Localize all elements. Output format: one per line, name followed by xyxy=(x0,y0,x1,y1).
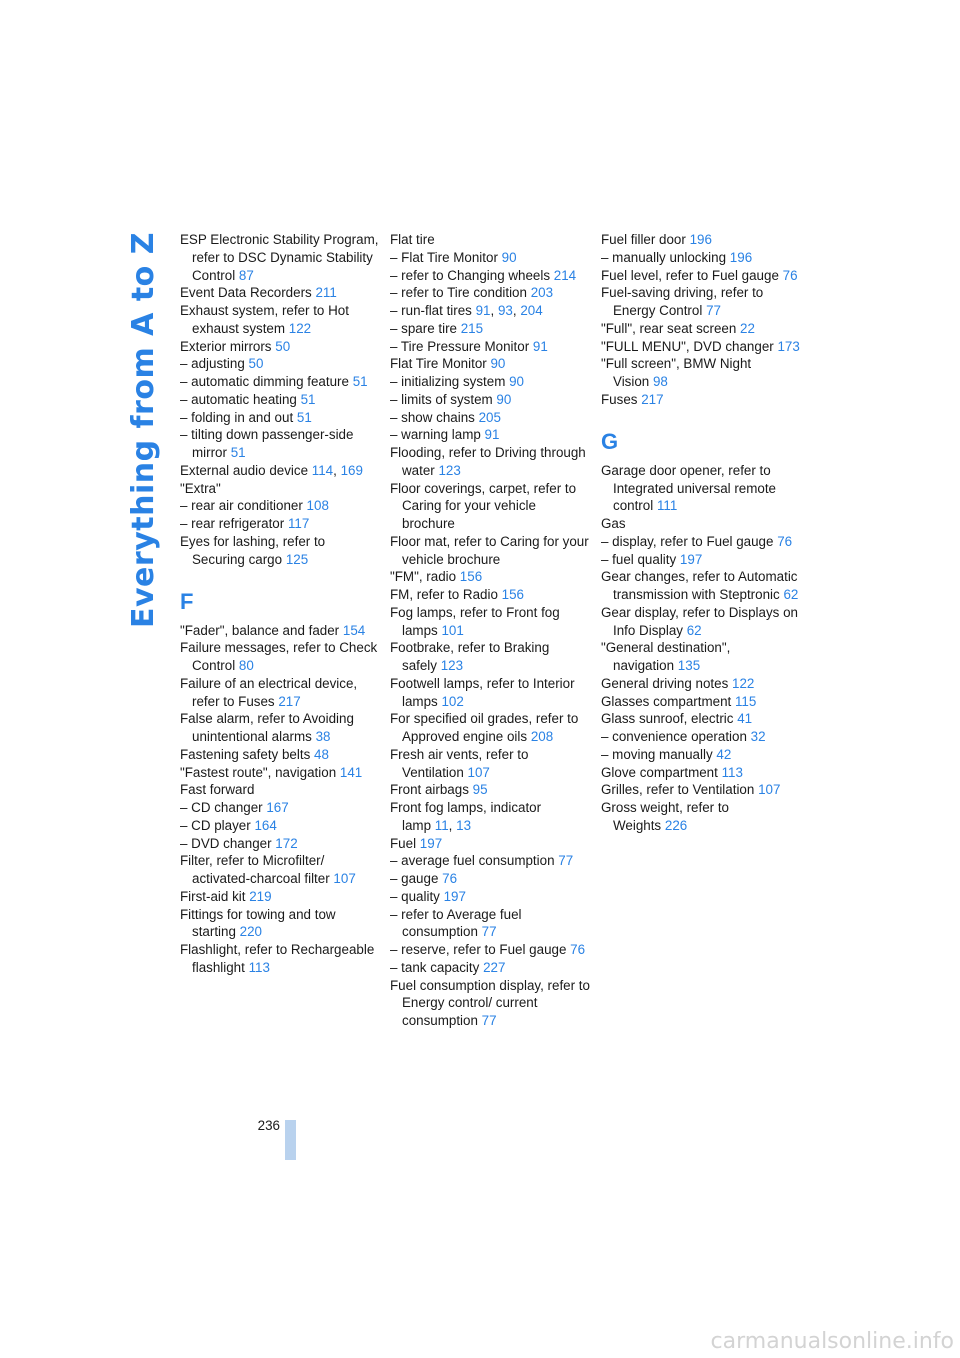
index-entry xyxy=(601,462,801,515)
page-reference-link[interactable]: 113 xyxy=(721,764,743,780)
index-term: – refer to Average fuel consumption xyxy=(390,906,522,940)
index-entry xyxy=(180,338,380,356)
page-reference-link[interactable]: 123 xyxy=(438,462,461,478)
index-term: – CD changer xyxy=(180,800,263,815)
index-entry xyxy=(180,373,380,391)
side-title: Everything from A to Z xyxy=(126,232,161,628)
page-reference-link[interactable]: 215 xyxy=(460,320,484,336)
page-reference-link[interactable]: 114 xyxy=(311,462,334,478)
index-term: – tank capacity xyxy=(390,959,480,975)
page-reference-link[interactable]: 13 xyxy=(456,817,472,833)
index-entry xyxy=(390,391,590,409)
index-entry xyxy=(601,515,801,533)
index-term: "FULL MENU", DVD changer xyxy=(601,338,774,354)
index-term: – initializing system xyxy=(390,374,506,389)
index-entry xyxy=(390,426,590,444)
index-term: Flat tire xyxy=(390,232,435,247)
page-reference-link[interactable]: 117 xyxy=(287,516,310,531)
index-entry xyxy=(180,639,380,675)
index-term: Fog lamps, refer to Front fog lamps xyxy=(390,604,560,638)
index-entry xyxy=(601,639,801,675)
index-entry xyxy=(390,409,590,427)
index-entry xyxy=(390,977,590,1030)
index-term: – moving manually xyxy=(601,746,713,762)
index-term: – tilting down passenger-side mirror xyxy=(180,427,354,460)
index-term: Filter, refer to Microfilter/ activated-charcoal filter xyxy=(180,853,330,886)
index-entry xyxy=(180,231,380,284)
index-term: Glass sunroof, electric xyxy=(601,711,734,727)
page-reference-link[interactable]: 93 xyxy=(497,303,513,318)
page-reference-link[interactable]: 38 xyxy=(315,729,331,744)
index-term: Eyes for lashing, refer to Securing cargo xyxy=(180,533,326,567)
index-entry xyxy=(180,622,380,640)
index-entry xyxy=(390,906,590,942)
index-term: Flashlight, refer to Rechargeable flashlight xyxy=(180,942,375,975)
page-reference-link[interactable]: 220 xyxy=(239,924,262,940)
index-letter-heading: F xyxy=(180,589,194,614)
page-reference-link[interactable]: 50 xyxy=(275,338,291,354)
index-term: – rear air conditioner xyxy=(180,498,303,514)
page-reference-link[interactable]: 196 xyxy=(729,249,753,265)
page-reference-link[interactable]: 48 xyxy=(314,746,329,762)
index-term: – refer to Changing wheels xyxy=(390,267,551,283)
index-term: Grilles, refer to Ventilation xyxy=(601,782,755,798)
index-entry xyxy=(390,231,590,249)
index-column-2 xyxy=(390,231,590,1030)
index-term: "FM", radio xyxy=(390,569,457,585)
page-reference-link[interactable]: 107 xyxy=(333,871,356,886)
index-term: – rear refrigerator xyxy=(180,516,285,531)
index-entry xyxy=(601,284,801,320)
index-entry xyxy=(390,373,590,391)
index-entry xyxy=(601,320,801,338)
index-entry xyxy=(390,852,590,870)
index-term: – reserve, refer to Fuel gauge xyxy=(390,942,567,957)
index-term: Floor coverings, carpet, refer to Caring for your vehicle brochure xyxy=(390,480,577,531)
index-term: – DVD changer xyxy=(180,835,272,851)
page-reference-link[interactable]: 22 xyxy=(740,320,755,336)
index-term: "Extra" xyxy=(180,480,221,496)
page-reference-link[interactable]: 156 xyxy=(501,587,524,602)
index-entry xyxy=(180,515,380,533)
index-term: – limits of system xyxy=(390,391,493,407)
index-entry: – run-flat tires 91, 93, 204 xyxy=(390,303,543,318)
index-entry xyxy=(601,391,801,409)
index-entry xyxy=(601,764,801,782)
index-entry xyxy=(180,426,380,462)
index-term: Failure messages, refer to Check Control xyxy=(180,640,378,673)
index-entry xyxy=(180,888,380,906)
index-entry xyxy=(390,586,590,604)
index-entry xyxy=(180,799,380,817)
index-term: Footbrake, refer to Braking safely xyxy=(390,640,550,673)
page-reference-link[interactable]: 214 xyxy=(553,267,577,283)
index-term: "Fader", balance and fader xyxy=(180,622,340,638)
index-term: – gauge xyxy=(390,871,439,886)
index-entry xyxy=(390,267,590,285)
page-reference-link[interactable]: 91 xyxy=(475,303,491,318)
index-entry xyxy=(180,746,380,764)
index-term: "Full", rear seat screen xyxy=(601,320,737,336)
page-reference-link[interactable]: 173 xyxy=(777,338,800,354)
index-term: – Flat Tire Monitor xyxy=(390,249,498,265)
index-term: Exterior mirrors xyxy=(180,338,272,354)
index-entry xyxy=(180,497,380,515)
index-entry xyxy=(601,338,801,356)
index-term: – run-flat tires xyxy=(390,303,472,318)
page-reference-link[interactable]: 62 xyxy=(783,587,799,602)
page-reference-link[interactable]: 208 xyxy=(530,729,554,744)
page-reference-link[interactable]: 91 xyxy=(532,338,548,354)
page-reference-link[interactable]: 154 xyxy=(342,622,366,638)
page-reference-link[interactable]: 113 xyxy=(248,959,270,975)
index-entry xyxy=(390,338,590,356)
index-entry xyxy=(390,888,590,906)
index-entry xyxy=(601,799,801,835)
index-term: General driving notes xyxy=(601,675,729,691)
page-reference-link[interactable]: 167 xyxy=(266,800,289,815)
page-reference-link[interactable]: 204 xyxy=(520,303,543,318)
index-term: Fresh air vents, refer to Ventilation xyxy=(390,746,529,780)
index-term: FM, refer to Radio xyxy=(390,587,498,602)
index-entry xyxy=(180,480,380,498)
page-reference-link[interactable]: 11 xyxy=(434,817,449,833)
index-entry xyxy=(180,533,380,569)
page-reference-link[interactable]: 141 xyxy=(339,764,363,780)
index-term: Flat Tire Monitor xyxy=(390,356,487,372)
page-reference-link[interactable]: 197 xyxy=(419,835,443,851)
index-entry xyxy=(601,675,801,693)
page-reference-link[interactable]: 51 xyxy=(300,391,316,407)
index-term: – warning lamp xyxy=(390,427,481,443)
page-reference-link[interactable]: 172 xyxy=(275,835,298,851)
index-entry xyxy=(601,355,801,391)
page-reference-link[interactable]: 32 xyxy=(750,729,766,744)
index-entry xyxy=(601,746,801,764)
index-entry xyxy=(390,355,590,373)
index-entry xyxy=(390,710,590,746)
index-term: False alarm, refer to Avoiding unintentional alarms xyxy=(180,711,354,744)
page-reference-link[interactable]: 51 xyxy=(230,445,246,460)
index-entry xyxy=(180,710,380,746)
index-entry xyxy=(390,639,590,675)
page-reference-link[interactable]: 227 xyxy=(483,959,506,975)
index-entry xyxy=(390,675,590,711)
page-reference-link[interactable]: 217 xyxy=(278,693,301,709)
page-reference-link[interactable]: 108 xyxy=(306,498,329,514)
page-reference-link[interactable]: 122 xyxy=(732,675,755,691)
index-term: Fuel consumption display, refer to Energy control/ current consumption xyxy=(390,977,590,1028)
index-entry xyxy=(180,302,380,338)
index-entry xyxy=(180,409,380,427)
index-term: Exhaust system, refer to Hot exhaust system xyxy=(180,303,349,336)
index-term: First-aid kit xyxy=(180,888,246,904)
index-term: "General destination", navigation xyxy=(601,640,731,673)
page-reference-link[interactable]: 196 xyxy=(689,232,712,247)
index-term: – folding in and out xyxy=(180,409,294,425)
page-reference-link[interactable]: 95 xyxy=(472,782,488,798)
index-term: ESP Electronic Stability Program, refer to DSC Dynamic Stability Control xyxy=(180,232,379,283)
index-term: Fuel xyxy=(390,835,417,851)
page-reference-link[interactable]: 107 xyxy=(758,782,781,798)
index-entry xyxy=(180,852,380,888)
index-letter-heading: G xyxy=(601,429,619,455)
index-term: Front fog lamps, indicator lamp xyxy=(390,800,542,833)
index-term: Gross weight, refer to Weights xyxy=(601,800,730,833)
index-entry xyxy=(390,781,590,799)
index-term: Footwell lamps, refer to Interior lamps xyxy=(390,675,575,709)
index-entry: External audio device 114, 169 xyxy=(180,462,363,478)
index-entry xyxy=(601,551,801,569)
page-reference-link[interactable]: 98 xyxy=(652,374,668,389)
index-entry xyxy=(601,604,801,640)
page-reference-link[interactable]: 205 xyxy=(478,409,501,425)
index-term: – quality xyxy=(390,888,440,904)
index-entry xyxy=(601,710,801,728)
page-reference-link[interactable]: 77 xyxy=(481,924,497,940)
index-term: External audio device xyxy=(180,462,309,478)
page-reference-link[interactable]: 135 xyxy=(677,658,701,673)
index-entry xyxy=(180,817,380,835)
index-term: – automatic heating xyxy=(180,391,297,407)
page-reference-link[interactable]: 91 xyxy=(484,427,500,443)
index-entry xyxy=(180,675,380,711)
index-term: Front airbags xyxy=(390,782,469,798)
index-term: – Tire Pressure Monitor xyxy=(390,338,530,354)
page-reference-link[interactable]: 77 xyxy=(706,303,721,318)
page-reference-link[interactable]: 197 xyxy=(679,551,703,567)
page-reference-link[interactable]: 219 xyxy=(249,888,272,904)
page-reference-link[interactable]: 197 xyxy=(443,888,466,904)
page-reference-link[interactable]: 169 xyxy=(340,462,363,478)
index-entry xyxy=(601,267,801,285)
index-term: Gear changes, refer to Automatic transmission with Steptronic xyxy=(601,569,798,602)
index-entry xyxy=(180,391,380,409)
index-term: Fittings for towing and tow starting xyxy=(180,906,336,940)
index-term: – convenience operation xyxy=(601,729,747,744)
index-term: – adjusting xyxy=(180,356,245,372)
page-reference-link[interactable]: 90 xyxy=(496,391,512,407)
index-entry xyxy=(180,941,380,977)
index-entry xyxy=(390,533,590,569)
page-reference-link[interactable]: 156 xyxy=(459,569,483,585)
index-entry xyxy=(390,284,590,302)
page-reference-link[interactable]: 211 xyxy=(315,285,337,301)
index-term: Fast forward xyxy=(180,782,255,798)
index-term: – CD player xyxy=(180,817,251,833)
index-term: Fuel level, refer to Fuel gauge xyxy=(601,267,779,283)
index-term: Glove compartment xyxy=(601,764,718,780)
page-reference-link[interactable]: 77 xyxy=(558,853,574,869)
index-entry xyxy=(390,870,590,888)
page-reference-link[interactable]: 102 xyxy=(441,693,464,709)
index-entry xyxy=(390,941,590,959)
index-entry xyxy=(180,906,380,942)
index-entry xyxy=(601,568,801,604)
index-term: Fuel-saving driving, refer to Energy Control xyxy=(601,285,764,318)
index-term: – fuel quality xyxy=(601,551,677,567)
index-term: Flooding, refer to Driving through water xyxy=(390,445,586,478)
index-entry xyxy=(601,249,801,267)
page-reference-link[interactable]: 42 xyxy=(716,746,732,762)
index-term: Fuses xyxy=(601,391,638,407)
page-reference-link[interactable]: 76 xyxy=(442,871,458,886)
index-entry xyxy=(180,835,380,853)
index-entry xyxy=(390,568,590,586)
page-reference-link[interactable]: 51 xyxy=(296,409,312,425)
index-entry xyxy=(390,444,590,480)
index-entry xyxy=(601,231,801,249)
page-reference-link[interactable]: 90 xyxy=(490,356,506,372)
index-entry xyxy=(601,693,801,711)
index-term: Fastening safety belts xyxy=(180,746,311,762)
page-reference-link[interactable]: 76 xyxy=(570,942,586,957)
index-term: – refer to Tire condition xyxy=(390,285,527,301)
page-reference-link[interactable]: 101 xyxy=(441,622,464,638)
index-entry xyxy=(180,355,380,373)
index-term: "Full screen", BMW Night Vision xyxy=(601,356,752,389)
index-entry xyxy=(390,604,590,640)
index-term: Failure of an electrical device, refer to Fuses xyxy=(180,675,358,709)
index-term: – show chains xyxy=(390,409,475,425)
page-reference-link[interactable]: 76 xyxy=(782,267,798,283)
page-reference-link[interactable]: 90 xyxy=(501,249,517,265)
index-term: Fuel filler door xyxy=(601,232,686,247)
page-reference-link[interactable]: 226 xyxy=(664,817,688,833)
page-number-bar xyxy=(285,1120,296,1160)
index-term: Event Data Recorders xyxy=(180,285,312,301)
index-entry xyxy=(390,320,590,338)
index-entry xyxy=(601,781,801,799)
page-reference-link[interactable]: 122 xyxy=(288,320,312,336)
index-entry xyxy=(601,728,801,746)
index-term: – display, refer to Fuel gauge xyxy=(601,533,774,549)
index-column-1 xyxy=(180,231,380,977)
index-entry xyxy=(601,533,801,551)
page-reference-link[interactable]: 217 xyxy=(641,391,664,407)
index-entry xyxy=(180,764,380,782)
page-reference-link[interactable]: 77 xyxy=(481,1013,497,1028)
index-term: Glasses compartment xyxy=(601,693,732,709)
index-term: Floor mat, refer to Caring for your vehicle brochure xyxy=(390,533,589,567)
index-entry xyxy=(390,746,590,782)
index-term: – spare tire xyxy=(390,320,457,336)
index-term: "Fastest route", navigation xyxy=(180,764,337,780)
page-reference-link[interactable]: 115 xyxy=(734,693,757,709)
index-column-3 xyxy=(601,231,801,835)
page-reference-link[interactable]: 164 xyxy=(254,817,277,833)
index-entry: Front fog lamps, indicator lamp 11, 13 xyxy=(390,800,542,833)
index-term: – manually unlocking xyxy=(601,249,727,265)
page-number: 236 xyxy=(257,1118,280,1133)
page-reference-link[interactable]: 80 xyxy=(238,658,254,673)
index-term: Gas xyxy=(601,516,626,531)
index-term: – average fuel consumption xyxy=(390,853,555,869)
index-term: – automatic dimming feature xyxy=(180,374,349,389)
index-entry xyxy=(180,781,380,799)
index-entry xyxy=(390,249,590,267)
index-entry xyxy=(180,284,380,302)
index-entry xyxy=(390,480,590,533)
page-reference-link[interactable]: 76 xyxy=(777,533,793,549)
index-entry xyxy=(390,959,590,977)
page-reference-link[interactable]: 111 xyxy=(656,498,678,514)
page-reference-link[interactable]: 50 xyxy=(248,356,264,372)
watermark: carmanualsonline.info xyxy=(710,1329,954,1354)
index-entry xyxy=(390,835,590,853)
page-reference-link[interactable]: 90 xyxy=(509,374,524,389)
index-term: For specified oil grades, refer to Approved engine oils xyxy=(390,711,579,744)
page-reference-link[interactable]: 62 xyxy=(686,622,702,638)
index-term: Garage door opener, refer to Integrated universal remote control xyxy=(601,462,777,514)
page-reference-link[interactable]: 87 xyxy=(238,267,254,283)
page-reference-link[interactable]: 203 xyxy=(530,285,554,301)
index-term: Gear display, refer to Displays on Info Display xyxy=(601,604,798,638)
page-reference-link[interactable]: 51 xyxy=(352,374,368,389)
page-reference-link[interactable]: 107 xyxy=(467,764,490,780)
page-reference-link[interactable]: 123 xyxy=(440,658,464,673)
page-reference-link[interactable]: 41 xyxy=(737,711,753,727)
page-reference-link[interactable]: 125 xyxy=(285,551,309,567)
